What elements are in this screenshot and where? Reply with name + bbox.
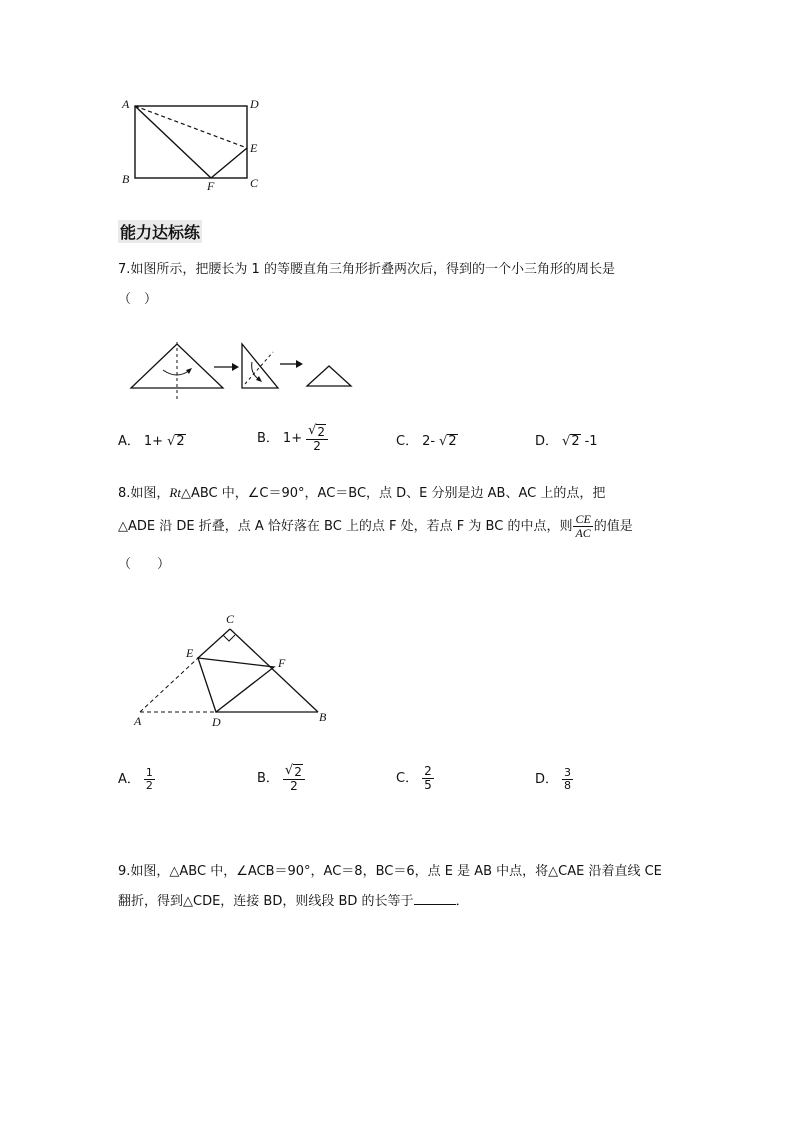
label-C: C bbox=[250, 176, 259, 190]
label-B: B bbox=[319, 710, 327, 724]
q7-paren: （ ） bbox=[118, 292, 158, 307]
q8-line2: △ADE 沿 DE 折叠，点 A 恰好落在 BC 上的点 F 处，若点 F 为 BC 的中点，则 $\frac{CE}{AC}$ 的值是 bbox=[118, 512, 633, 540]
q7-option-d-label: D． bbox=[535, 434, 559, 449]
q7-option-c-sqrt: √ 2 bbox=[439, 434, 457, 449]
q8-option-c[interactable] bbox=[396, 765, 434, 792]
label-B: B bbox=[122, 172, 130, 186]
q7-option-b-label: B． bbox=[257, 430, 279, 446]
q8-option-c-fraction: $\frac{2}{5}$ bbox=[424, 764, 432, 792]
q8-option-d-fraction: $\frac{3}{8}$ bbox=[564, 766, 572, 792]
q7-option-c[interactable] bbox=[396, 434, 458, 450]
label-E: E bbox=[186, 646, 194, 660]
section-title: 能力达标练 bbox=[118, 220, 202, 243]
label-A: A bbox=[134, 714, 142, 728]
q8-option-d-label: D． bbox=[535, 771, 559, 787]
q8-fraction: $\frac{CE}{AC}$ bbox=[575, 512, 591, 540]
q7-option-a[interactable] bbox=[118, 434, 186, 450]
label-F: F bbox=[278, 656, 286, 670]
q8-option-b[interactable] bbox=[257, 764, 305, 793]
q9-line1: 9.如图，△ABC 中，∠ACB＝90°，AC＝8，BC＝6，点 E 是 AB 中点，将△CAE 沿着直线 CE bbox=[118, 864, 662, 879]
q8-option-c-label: C． bbox=[396, 770, 419, 786]
q7-option-b[interactable] bbox=[257, 424, 328, 453]
q7-option-c-label: C． bbox=[396, 434, 419, 449]
figure-rectangle-fold bbox=[118, 95, 278, 195]
label-C: C bbox=[226, 612, 235, 626]
q7-text: 7.如图所示，把腰长为 1 的等腰直角三角形折叠两次后，得到的一个小三角形的周长是 bbox=[118, 262, 615, 277]
q8-paren: （ ） bbox=[118, 557, 171, 572]
q8-option-a-fraction: $\frac{1}{2}$ bbox=[145, 766, 153, 792]
q7-option-d[interactable] bbox=[535, 434, 598, 450]
q8-option-b-label: B． bbox=[257, 770, 279, 786]
answer-blank[interactable] bbox=[414, 892, 456, 905]
label-F: F bbox=[207, 179, 215, 193]
q9-line2: 翻折，得到△CDE，连接 BD，则线段 BD 的长等于 ． bbox=[118, 894, 469, 909]
label-E: E bbox=[250, 141, 258, 155]
q7-option-a-pre: 1+ bbox=[143, 434, 164, 449]
label-D: D bbox=[212, 715, 221, 729]
q7-option-d-sqrt: √ 2 bbox=[562, 434, 580, 449]
q8-option-b-fraction: √ 2 2 bbox=[283, 764, 305, 793]
q7-option-a-label: A． bbox=[118, 434, 140, 449]
q7-option-b-pre: 1+ bbox=[282, 430, 303, 446]
q7-option-d-post: -1 bbox=[584, 434, 598, 449]
q8-option-a-label: A． bbox=[118, 771, 140, 787]
q7-option-a-sqrt: √ 2 bbox=[167, 434, 185, 449]
q7-option-b-fraction: √ 2 2 bbox=[306, 424, 328, 453]
figure-right-triangle-fold bbox=[128, 605, 338, 730]
label-D: D bbox=[250, 97, 259, 111]
q7-option-c-pre: 2- bbox=[422, 434, 436, 449]
q8-line1: 8.如图，Rt△ABC 中，∠C＝90°，AC＝BC，点 D、E 分别是边 AB、AC 上的点，把 bbox=[118, 485, 606, 501]
label-A: A bbox=[122, 97, 130, 111]
q8-option-a[interactable] bbox=[118, 767, 155, 792]
figure-triangle-folding bbox=[128, 340, 358, 402]
q8-option-d[interactable] bbox=[535, 767, 573, 792]
